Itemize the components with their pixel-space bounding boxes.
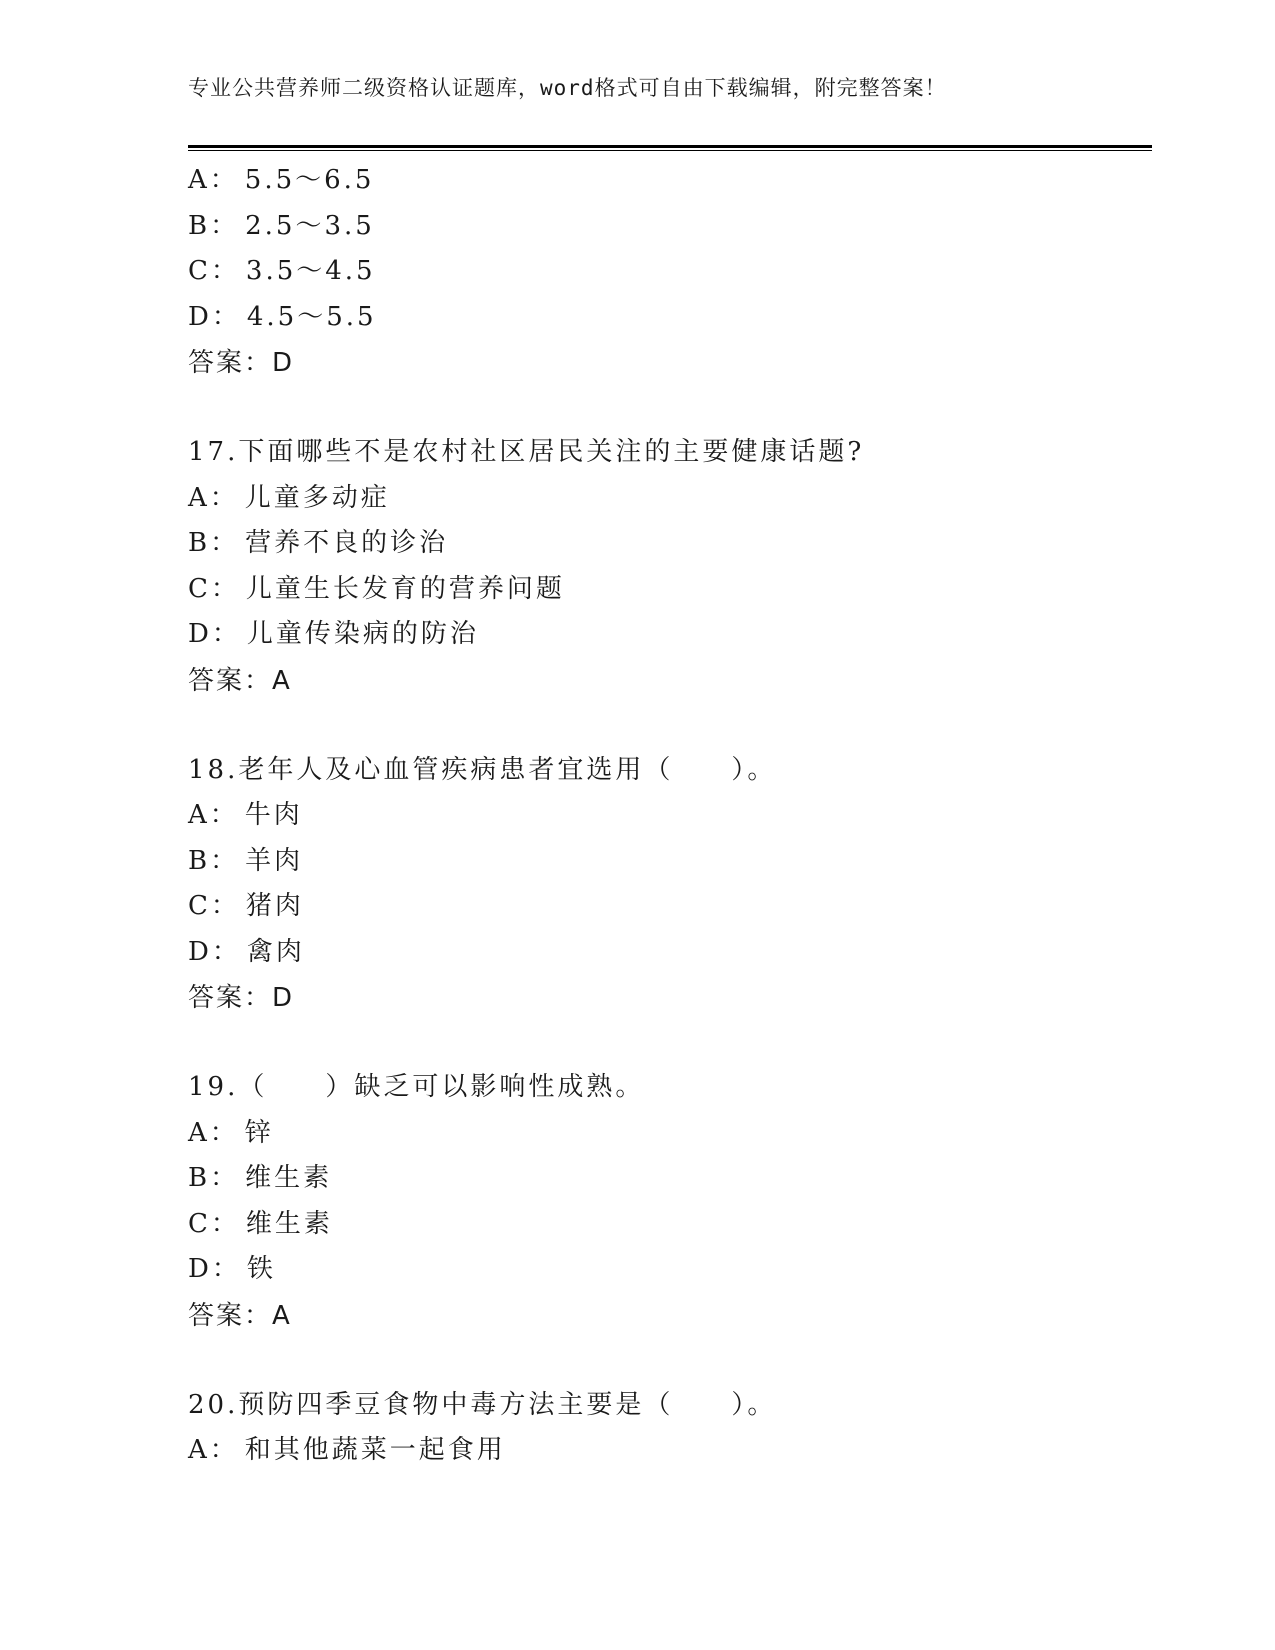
option-text: 儿童生长发育的营养问题 [245,573,565,604]
option-text: 5.5～6.5 [244,165,375,195]
option-b [188,521,1148,567]
option-b [188,839,1148,885]
answer-line: 答案：A [188,665,292,696]
option-c [188,884,1148,930]
option-text: 禽肉 [246,936,305,967]
option-text: 3.5～4.5 [245,256,376,286]
option-letter: A： [188,165,239,195]
option-a [188,476,1148,522]
option-letter: A： [188,1435,239,1465]
answer-line: 答案：A [188,1300,292,1331]
document-body [188,158,1148,1474]
option-c [188,567,1148,613]
option-text: 和其他蔬菜一起食用 [244,1435,506,1465]
question-18 [188,748,1148,1022]
option-text: 锌 [244,1117,274,1148]
option-a [188,1111,1148,1157]
option-letter: A： [188,482,239,513]
option-letter: C： [188,891,240,921]
option-text: 维生素 [245,1163,333,1193]
option-b [188,204,1148,250]
option-b [188,1156,1148,1202]
option-letter: C： [188,256,240,286]
header-rule-thick [188,145,1152,148]
option-letter: C： [188,1208,240,1239]
answer-line: 答案：D [188,983,295,1013]
option-a [188,1428,1148,1474]
option-d [188,295,1148,341]
question-title: 18.老年人及心血管疾病患者宜选用（ ）。 [188,754,777,785]
option-letter: A： [188,1117,239,1148]
option-letter: B： [188,1163,240,1193]
option-c [188,1202,1148,1248]
option-text: 猪肉 [245,891,304,921]
option-letter: B： [188,210,240,241]
option-a [188,158,1148,204]
question-17 [188,430,1148,704]
option-letter: A： [188,800,239,830]
option-text: 儿童多动症 [244,482,390,513]
option-text: 4.5～5.5 [246,301,377,332]
question-16-continued [188,158,1148,386]
option-text: 营养不良的诊治 [245,528,449,558]
header-rule-thin [188,150,1152,151]
option-d [188,930,1148,976]
option-letter: D： [188,936,241,967]
option-c [188,249,1148,295]
option-d [188,612,1148,658]
question-20 [188,1383,1148,1474]
page-header: 专业公共营养师二级资格认证题库，word格式可自由下载编辑，附完整答案！ [188,76,947,100]
option-letter: B： [188,845,240,876]
option-d [188,1247,1148,1293]
option-letter: D： [188,619,241,649]
answer-line: 答案：D [188,348,295,378]
question-title: 19.（ ）缺乏可以影响性成熟。 [188,1072,645,1102]
option-text: 铁 [246,1254,276,1284]
option-text: 羊肉 [245,845,304,876]
question-title: 17.下面哪些不是农村社区居民关注的主要健康话题? [188,437,865,467]
question-19 [188,1065,1148,1339]
option-text: 牛肉 [244,800,303,830]
question-title: 20.预防四季豆食物中毒方法主要是（ ）。 [188,1389,777,1420]
option-letter: B： [188,528,240,558]
option-text: 2.5～3.5 [245,210,375,241]
option-letter: C： [188,573,240,604]
option-text: 儿童传染病的防治 [246,619,479,649]
option-letter: D： [188,1254,241,1284]
option-text: 维生素 [245,1208,333,1239]
option-letter: D： [188,301,241,332]
option-a [188,793,1148,839]
